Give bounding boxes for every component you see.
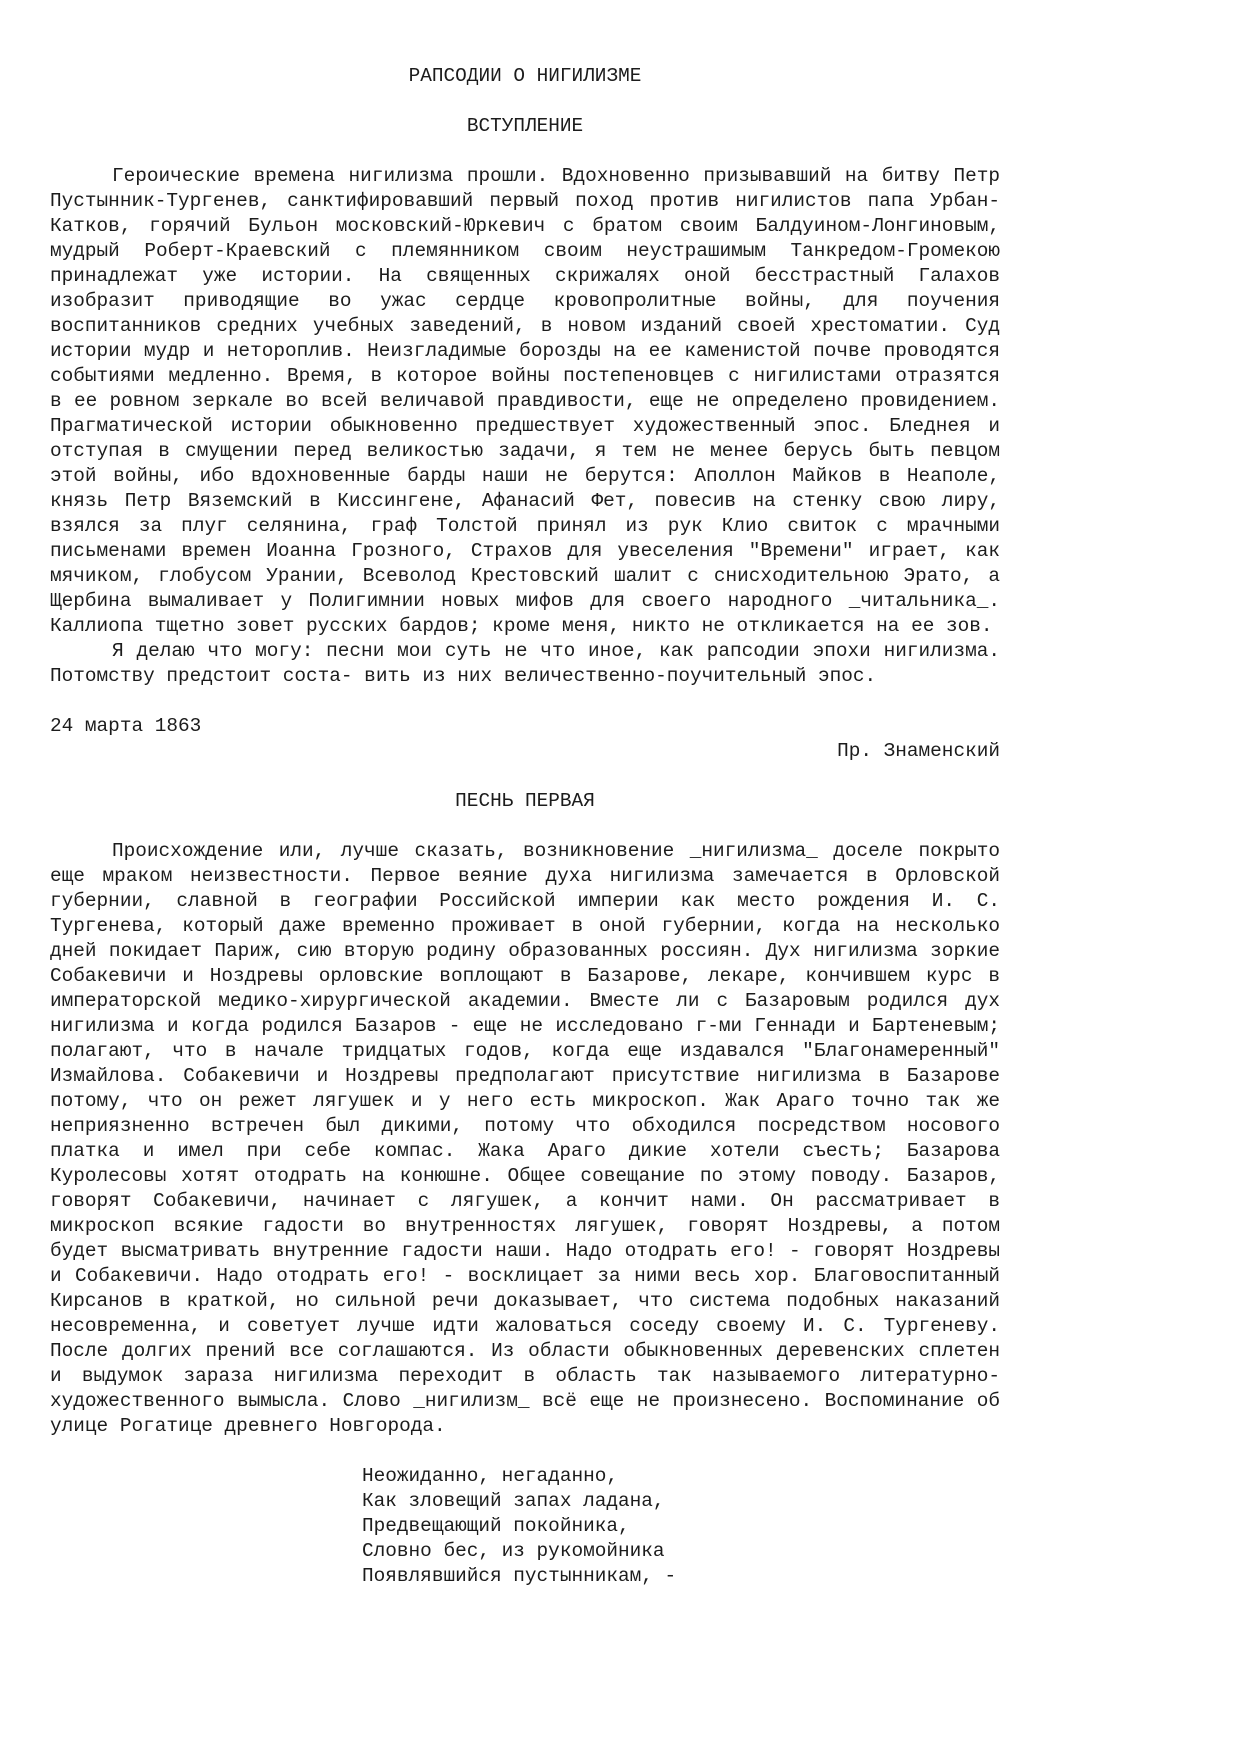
verse-block	[50, 1464, 1000, 1589]
canto-one-paragraph: Происхождение или, лучше сказать, возникновение _нигилизма_ доселе покрыто еще мраком неизвестности. Первое веяние духа нигилизма замечается в Орловской губернии, славной в географии Российской империи как место рождения И. С. Тургенева, который даже временно проживает в оной губернии, когда на несколько дней покидает Париж, сию вторую родину образованных россиян. Дух нигилизма зоркие Собакевичи и Ноздревы орловские воплощают в Базарове, лекаре, кончившем курс в императорской медико-хирургической академии. Вместе ли с Базаровым родился дух нигилизма и когда родился Базаров - еще не исследовано г-ми Геннади и Бартеневым; полагают, что в начале тридцатых годов, когда еще издавался "Благонамеренный" Измайлова. Собакевичи и Ноздревы предполагают присутствие нигилизма в Базарове потому, что он режет лягушек и у него есть микроскоп. Жак Араго точно так же неприязненно встречен был дикими, потому что обходился посредством носового платка и имел при себе компас. Жака Араго дикие хотели съесть; Базарова Куролесовы хотят отодрать на конюшне. Общее совещание по этому поводу. Базаров, говорят Собакевичи, начинает с лягушек, а кончит нами. Он рассматривает в микроскоп всякие гадости во внутренностях лягушек, говорят Ноздревы, а потом будет высматривать внутренние гадости наши. Надо отодрать его! - говорят Ноздревы и Собакевичи. Надо отодрать его! - восклицает за ними весь хор. Благовоспитанный Кирсанов в краткой, но сильной речи доказывает, что система подобных наказаний несовременна, и советует лучше идти жаловаться соседу своему И. С. Тургеневу. После долгих прений все соглашаются. Из области обыкновенных деревенских сплетен и выдумок зараза нигилизма переходит в область так называемого литературно-художественного вымысла. Слово _нигилизм_ всё еще не произнесено. Воспоминание об улице Рогатице древнего Новгорода.	[50, 840, 1000, 1437]
spacer	[50, 689, 1000, 714]
verse-line: Появлявшийся пустынникам, -	[362, 1565, 677, 1587]
spacer	[50, 1439, 1000, 1464]
verse-line: Неожиданно, негаданно,	[362, 1465, 618, 1487]
document-title: РАПСОДИИ О НИГИЛИЗМЕ	[408, 65, 642, 87]
canto-one-heading: ПЕСНЬ ПЕРВАЯ	[455, 790, 595, 812]
verse-line: Словно бес, из рукомойника	[362, 1540, 665, 1562]
spacer	[50, 764, 1000, 789]
introduction-paragraph-2: Я делаю что могу: песни мои суть не что иное, как рапсодии эпохи нигилизма. Потомству предстоит соста- вить из них величественно-поучительный эпос.	[50, 640, 1000, 687]
verse-line: Предвещающий покойника,	[362, 1515, 630, 1537]
introduction-paragraph-1: Героические времена нигилизма прошли. Вдохновенно призывавший на битву Петр Пустынник-Тургенев, санктифировавший первый поход против нигилистов папа Урбан-Катков, горячий Бульон московский-Юркевич с братом своим Балдуином-Лонгиновым, мудрый Роберт-Краевский с племянником своим неустрашимым Танкредом-Громекою принадлежат уже истории. На священных скрижалях оной бесстрастный Галахов изобразит приводящие во ужас сердце кровопролитные войны, для поучения воспитанников средних учебных заведений, в новом изданий своей хрестоматии. Суд истории мудр и нетороплив. Неизгладимые борозды на ее каменистой почве проводятся событиями медленно. Время, в которое войны постепеновцев с нигилистами отразятся в ее ровном зеркале во всей величавой правдивости, еще не определено провидением. Прагматической истории обыкновенно предшествует художественный эпос. Бледнея и отступая в смущении перед великостью задачи, я тем не менее берусь быть певцом этой войны, ибо вдохновенные барды наши не берутся: Аполлон Майков в Неаполе, князь Петр Вяземский в Киссингене, Афанасий Фет, повесив на стенку свою лиру, взялся за плуг селянина, граф Толстой принял из рук Клио свиток с мрачными письменами времен Иоанна Грозного, Страхов для увеселения "Времени" играет, как мячиком, глобусом Урании, Всеволод Крестовский шалит с снисходительною Эрато, а Щербина вымаливает у Полигимнии новых мифов для своего народного _читальника_. Каллиопа тщетно зовет русских бардов; кроме меня, никто не откликается на ее зов.	[50, 165, 1000, 637]
introduction-heading: ВСТУПЛЕНИЕ	[466, 115, 584, 137]
document-page	[50, 64, 1000, 1589]
author-signature: Пр. Знаменский	[837, 740, 1000, 762]
verse-line: Как зловещий запах ладана,	[362, 1490, 665, 1512]
introduction-date: 24 марта 1863	[50, 715, 202, 737]
